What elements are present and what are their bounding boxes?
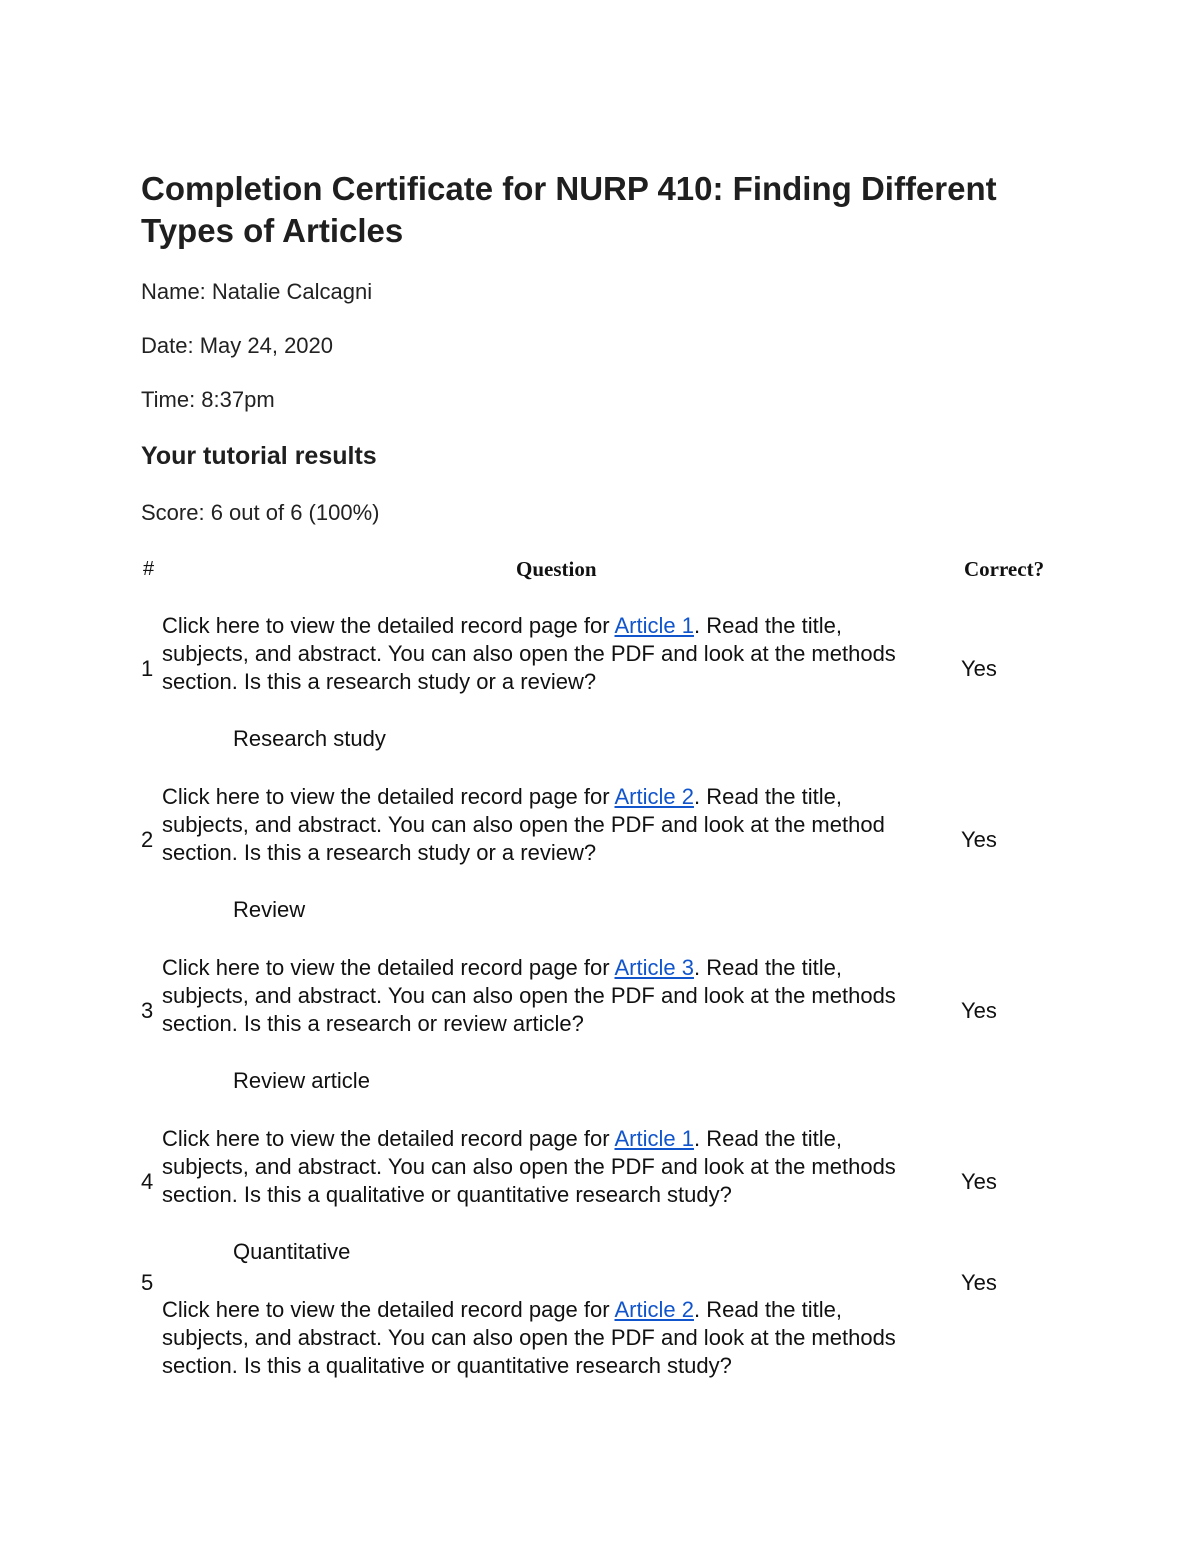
row-question xyxy=(162,612,962,696)
article-link[interactable]: Article 1 xyxy=(614,1126,694,1151)
question-line: section. Is this a research or review article? xyxy=(162,1011,584,1036)
article-link[interactable]: Article 2 xyxy=(614,784,694,809)
question-line: subjects, and abstract. You can also open the PDF and look at the methods xyxy=(162,983,896,1008)
row-question xyxy=(162,1125,962,1209)
results-heading: Your tutorial results xyxy=(141,442,377,470)
row-correct-status: Yes xyxy=(961,1270,997,1295)
row-question xyxy=(162,783,962,867)
question-line: subjects, and abstract. You can also open the PDF and look at the methods xyxy=(162,641,896,666)
question-text: Click here to view the detailed record page for xyxy=(162,1126,615,1151)
question-text: . Read the title, xyxy=(693,1126,842,1151)
question-line: section. Is this a qualitative or quantitative research study? xyxy=(162,1182,732,1207)
question-line xyxy=(162,1125,962,1153)
question-line: section. Is this a research study or a review? xyxy=(162,669,597,694)
article-link[interactable]: Article 3 xyxy=(614,955,694,980)
row-answer: Quantitative xyxy=(233,1239,351,1264)
question-text: Click here to view the detailed record page for xyxy=(162,613,615,638)
row-number: 5 xyxy=(141,1270,154,1295)
question-line: section. Is this a research study or a review? xyxy=(162,840,597,865)
column-header-number: # xyxy=(143,558,155,580)
row-correct-status: Yes xyxy=(961,1169,997,1194)
row-number: 2 xyxy=(141,827,154,852)
question-text: . Read the title, xyxy=(693,955,842,980)
student-name: Name: Natalie Calcagni xyxy=(141,279,373,304)
completion-time: Time: 8:37pm xyxy=(141,387,275,412)
question-line: subjects, and abstract. You can also open the PDF and look at the method xyxy=(162,812,885,837)
question-line xyxy=(162,954,962,982)
row-question xyxy=(162,1296,962,1380)
row-number: 3 xyxy=(141,998,154,1023)
row-number: 1 xyxy=(141,656,154,681)
article-link[interactable]: Article 1 xyxy=(614,613,694,638)
row-answer: Review article xyxy=(233,1068,370,1093)
question-line: subjects, and abstract. You can also open the PDF and look at the methods xyxy=(162,1154,896,1179)
question-text: Click here to view the detailed record page for xyxy=(162,784,615,809)
column-header-question: Question xyxy=(516,557,597,581)
column-header-correct: Correct? xyxy=(964,557,1045,581)
question-text: Click here to view the detailed record page for xyxy=(162,1297,615,1322)
row-correct-status: Yes xyxy=(961,656,997,681)
row-correct-status: Yes xyxy=(961,827,997,852)
row-correct-status: Yes xyxy=(961,998,997,1023)
row-number: 4 xyxy=(141,1169,154,1194)
score-text: Score: 6 out of 6 (100%) xyxy=(141,500,380,525)
row-question xyxy=(162,954,962,1038)
row-answer: Research study xyxy=(233,726,386,751)
completion-date: Date: May 24, 2020 xyxy=(141,333,334,358)
question-text: . Read the title, xyxy=(693,784,842,809)
article-link[interactable]: Article 2 xyxy=(614,1297,694,1322)
question-line xyxy=(162,783,962,811)
row-answer: Review xyxy=(233,897,306,922)
question-line xyxy=(162,1296,962,1324)
question-text: Click here to view the detailed record page for xyxy=(162,955,615,980)
question-line: subjects, and abstract. You can also open the PDF and look at the methods xyxy=(162,1325,896,1350)
question-text: . Read the title, xyxy=(693,1297,842,1322)
question-line: section. Is this a qualitative or quantitative research study? xyxy=(162,1353,732,1378)
question-line xyxy=(162,612,962,640)
page-title: Completion Certificate for NURP 410: Finding Different Types of Articles xyxy=(141,170,997,249)
question-text: . Read the title, xyxy=(693,613,842,638)
